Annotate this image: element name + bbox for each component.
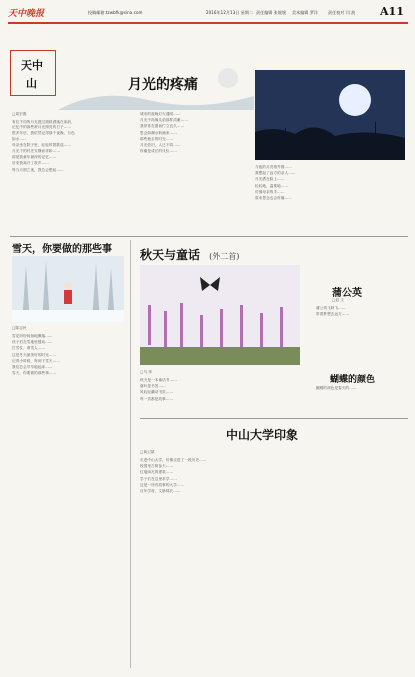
paragraph: 我们总会早早地起床…… xyxy=(12,365,53,370)
paragraph: 学子们在这里求学…… xyxy=(140,476,177,481)
paragraph: 月光下的村庄安静而祥和…… xyxy=(12,149,61,154)
article1-header-banner xyxy=(58,58,254,110)
paragraph: 红墙绿瓦的建筑…… xyxy=(140,470,174,475)
paragraph: 很多年后，我依然记得那个夜晚，月色如水…… xyxy=(12,131,75,141)
header xyxy=(0,0,415,30)
paragraph: 每当月圆之夜，我总会想起…… xyxy=(12,167,64,172)
paragraph: 思念如潮水般涌来…… xyxy=(140,130,177,135)
poem-line: 落叶是书签…… xyxy=(140,384,166,389)
art-editor-credit: 美术编辑 罗洋 xyxy=(292,10,318,15)
article1-author: □周宏胜 xyxy=(12,112,27,116)
column-title-line2: 山 xyxy=(26,77,37,90)
editor-credit: 责任编辑 张媛媛 xyxy=(256,10,287,15)
article2-title: 雪天，你要做的那些事 xyxy=(12,244,112,255)
lavender-graphic xyxy=(140,265,300,365)
column-title-box xyxy=(10,50,56,96)
section-divider xyxy=(140,418,408,419)
newspaper-logo: 天中晚报 xyxy=(8,9,45,19)
paragraph: 母亲坐在院子里，轻轻哼着歌谣…… xyxy=(12,142,72,147)
poem-line: 每一页都是故事…… xyxy=(140,396,174,401)
paragraph: 校园里古树参天…… xyxy=(140,464,174,469)
paragraph: 有位不同的月光透过窗棂洒落在床前，记忆中的那些被月光照亮的日子…… xyxy=(12,120,75,130)
snow-photo xyxy=(12,256,124,322)
paragraph: 后来我离开了故乡…… xyxy=(12,161,49,166)
poem-line: 秋天是一本童话书…… xyxy=(140,378,177,382)
poem1-lines xyxy=(316,306,408,318)
article4-title: 中山大学印象 xyxy=(226,428,299,442)
paragraph: 那是我童年最深的记忆…… xyxy=(12,155,57,160)
proofreader-credit: 责任校对 闫 波 xyxy=(328,10,356,15)
article2-author: □陈志民 xyxy=(12,326,27,330)
paragraph: 雪天，你要做的那些事…… xyxy=(12,371,57,376)
paragraph: 打雪仗、堆雪人…… xyxy=(12,346,46,351)
article1-col1 xyxy=(12,120,78,174)
contact-email: 投稿邮箱:tzwbfk@sina.com xyxy=(88,10,143,15)
poem1-author: □赵 文 xyxy=(332,298,345,302)
paragraph: 疼痛是成长的代价…… xyxy=(140,149,177,154)
article3-title: 秋天与童话 xyxy=(140,248,201,262)
section-divider xyxy=(10,236,408,237)
column-title-line1: 天中 xyxy=(21,59,43,72)
poem-line: 蒲公英飞呀飞…… xyxy=(316,306,346,310)
article1-title: 月光的疼痛 xyxy=(128,77,198,93)
paragraph: 月光依旧，人已不同…… xyxy=(140,143,181,148)
poem-line: 带着梦想去远方…… xyxy=(316,312,350,317)
article3-poem-lines xyxy=(140,378,310,403)
paragraph: 雪花纷纷扬扬地飘落…… xyxy=(12,334,53,338)
paragraph: 百年学府，文脉绵长…… xyxy=(140,489,181,494)
paragraph: 原来思念也会疼痛…… xyxy=(255,196,292,201)
paragraph: 轻轻地，温柔地…… xyxy=(255,183,289,188)
article1-col3 xyxy=(255,165,407,202)
article3-heading xyxy=(140,244,408,262)
article1-col2 xyxy=(140,112,235,155)
paragraph: 仿佛母亲的手…… xyxy=(255,189,285,194)
paragraph: 城市的夜晚灯火通明…… xyxy=(140,112,181,116)
paragraph: 这是冬天最美好的时光…… xyxy=(12,352,57,357)
paragraph: 月光不再像从前那样清澈…… xyxy=(140,118,189,123)
paragraph: 那些逝去的时光…… xyxy=(140,136,174,141)
column-divider xyxy=(130,240,131,668)
snow-scene-graphic xyxy=(12,256,124,322)
lavender-butterfly-photo xyxy=(140,265,300,365)
paragraph: 我想起了远方的亲人…… xyxy=(255,171,296,176)
issue-date: 2016年12月13日 星期二 xyxy=(206,10,254,15)
paragraph: 这是一所有故事的大学…… xyxy=(140,482,185,487)
paragraph: 走进中山大学，仿佛走进了一段历史…… xyxy=(140,458,207,462)
header-rule xyxy=(8,22,408,24)
paragraph: 月光洒在脸上…… xyxy=(255,177,285,182)
paragraph: 我常常在窗前伫立良久…… xyxy=(140,124,185,129)
poem2-lines xyxy=(316,386,408,392)
night-scene-graphic xyxy=(255,70,405,160)
paragraph: 今夜的月亮格外圆…… xyxy=(255,165,292,169)
paragraph: 孩子们在雪地里嬉戏…… xyxy=(12,340,53,345)
article3-author: □马 萍 xyxy=(140,370,153,374)
poem-line: 蝴蝶的颜色是春天的…… xyxy=(316,386,357,390)
article4-body xyxy=(140,458,408,495)
page-number: A11 xyxy=(380,5,404,18)
poem2-title: 蝴蝶的颜色 xyxy=(330,375,376,385)
article4-author: □黄卫斌 xyxy=(140,450,155,454)
poem-line: 风轻轻翻动书页…… xyxy=(140,390,174,395)
article3-subtitle: (外二首) xyxy=(209,252,240,261)
poem1-title: 蒲公英 xyxy=(332,288,362,299)
paragraph: 记得小时候，每到下雪天…… xyxy=(12,358,61,363)
night-moon-photo xyxy=(255,70,405,160)
article2-body xyxy=(12,334,124,377)
